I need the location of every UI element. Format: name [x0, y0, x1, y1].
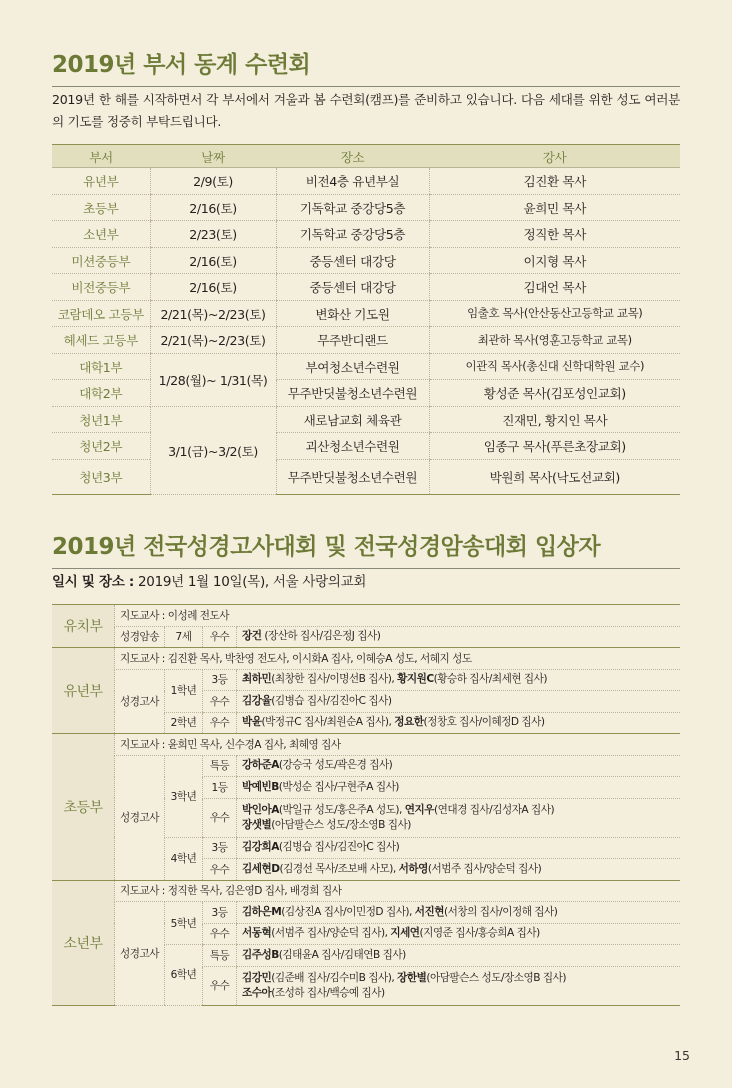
event-date-place	[52, 570, 680, 590]
category-cell: 성경암송	[115, 626, 165, 648]
winner-names	[237, 859, 681, 881]
header-date: 날짜	[150, 145, 276, 168]
winner-parents: (조성하 집사/백승예 집사)	[271, 986, 385, 999]
grade-cell: 4학년	[165, 837, 203, 880]
category-cell: 성경고사	[115, 755, 165, 880]
place-cell: 무주반딧불청소년수련원	[276, 459, 429, 494]
rank-cell: 3등	[203, 837, 237, 859]
speaker-cell: 윤희민 목사	[429, 194, 680, 221]
division-elementary: 초등부	[52, 734, 115, 881]
speaker-cell: 정직한 목사	[429, 221, 680, 248]
winner-name: 박윤	[242, 716, 262, 729]
winner-name: 서하영	[398, 862, 428, 875]
rank-cell: 특등	[203, 755, 237, 777]
intro-paragraph: 2019년 한 해를 시작하면서 각 부서에서 겨울과 봄 수련회(캠프)를 준비하고 있습니다. 다음 세대를 위한 성도 여러분의 기도를 정중히 부탁드립니다.	[52, 92, 680, 129]
date-cell: 2/21(목)~2/23(토)	[150, 300, 276, 327]
winner-name: 박인아A	[242, 803, 279, 816]
date-cell: 2/16(토)	[150, 247, 276, 274]
speaker-cell: 박원희 목사(낙도선교회)	[429, 459, 680, 494]
winner-names	[237, 626, 681, 648]
rank-cell: 우수	[203, 626, 237, 648]
grade-cell: 1학년	[165, 669, 203, 712]
table-row	[52, 605, 680, 627]
winner-parents: (아담팔슨스 성도/장소영B 집사)	[271, 818, 411, 831]
winner-name: 박예빈B	[242, 780, 279, 793]
table-row	[52, 459, 680, 494]
teacher-line: 지도교사 : 윤희민 목사, 신수경A 집사, 최혜영 집사	[115, 734, 681, 756]
dept-cell: 헤세드 고등부	[52, 327, 150, 354]
age-cell: 7세	[165, 626, 203, 648]
speaker-cell: 이지형 목사	[429, 247, 680, 274]
winner-name: 연지우	[404, 803, 434, 816]
winner-name: 장건	[242, 630, 262, 643]
winner-parents: (서범주 집사/양순덕 집사),	[271, 927, 391, 940]
winner-name: 지세연	[390, 927, 420, 940]
section-title-contest: 2019년 전국성경고사대회 및 전국성경암송대회 입상자	[52, 528, 680, 569]
place-cell: 중등센터 대강당	[276, 274, 429, 301]
winner-names	[237, 755, 681, 777]
winner-parents: (김태윤A 집사/김태연B 집사)	[278, 948, 406, 961]
table-row	[52, 433, 680, 460]
date-cell: 2/23(토)	[150, 221, 276, 248]
speaker-cell: 진재민, 황지인 목사	[429, 406, 680, 433]
winner-parents: (서범주 집사/양순덕 집사)	[427, 862, 542, 875]
table-header-row	[52, 145, 680, 168]
dept-cell: 코람데오 고등부	[52, 300, 150, 327]
speaker-cell: 임종구 목사(푸른초장교회)	[429, 433, 680, 460]
winner-parents: (최창한 집사/이명선B 집사),	[271, 673, 398, 686]
winner-parents: (장산하 집사/김은정J 집사)	[261, 630, 381, 643]
rank-cell: 우수	[203, 966, 237, 1005]
place-cell: 괴산청소년수련원	[276, 433, 429, 460]
dept-cell: 소년부	[52, 221, 150, 248]
teacher-line: 지도교사 : 김진환 목사, 박찬영 전도사, 이시화A 집사, 이혜승A 성도, 서혜지 성도	[115, 648, 681, 670]
table-row	[52, 648, 680, 670]
table-row	[52, 247, 680, 274]
winner-name: 김강희A	[242, 841, 279, 854]
rank-cell: 우수	[203, 712, 237, 734]
dept-cell: 유년부	[52, 168, 150, 195]
rank-cell: 특등	[203, 945, 237, 967]
winner-name: 장한별	[397, 971, 427, 984]
date-cell: 1/28(월)~ 1/31(목)	[150, 353, 276, 406]
winner-parents: (김병습 집사/김진아C 집사)	[271, 694, 392, 707]
date-cell: 2/9(토)	[150, 168, 276, 195]
place-cell: 중등센터 대강당	[276, 247, 429, 274]
place-cell: 무주반딧불청소년수련원	[276, 380, 429, 407]
winner-names	[237, 798, 681, 837]
place-cell: 변화산 기도원	[276, 300, 429, 327]
winner-names	[237, 945, 681, 967]
table-row	[52, 669, 680, 691]
place-cell: 기독학교 중강당5층	[276, 194, 429, 221]
rank-cell: 우수	[203, 798, 237, 837]
place-cell: 무주반디랜드	[276, 327, 429, 354]
category-cell: 성경고사	[115, 902, 165, 1006]
dept-cell: 대학1부	[52, 353, 150, 380]
winner-parents: (김경선 목사/조보배 사모),	[279, 862, 399, 875]
table-row	[52, 380, 680, 407]
table-row	[52, 327, 680, 354]
dept-cell: 미션중등부	[52, 247, 150, 274]
winner-parents: (박성순 집사/구현주A 집사)	[278, 780, 399, 793]
page-number: 15	[674, 1048, 690, 1063]
dept-cell: 대학2부	[52, 380, 150, 407]
speaker-cell: 이관직 목사(총신대 신학대학원 교수)	[429, 353, 680, 380]
place-cell: 부여청소년수련원	[276, 353, 429, 380]
winner-parents: (김병습 집사/김진아C 집사)	[278, 841, 400, 854]
section-title-retreat: 2019년 부서 동계 수련회	[52, 46, 680, 87]
speaker-cell: 황성준 목사(김포성인교회)	[429, 380, 680, 407]
winner-name: 김하은M	[242, 905, 282, 918]
winner-name: 서동혁	[242, 927, 272, 940]
winner-names	[237, 777, 681, 799]
winner-name: 김강민	[242, 971, 272, 984]
table-row	[52, 221, 680, 248]
winner-parents: (서창의 집사/이정해 집사)	[444, 905, 558, 918]
winner-parents: (박일규 성도/홍은주A 성도),	[278, 803, 405, 816]
grade-cell: 6학년	[165, 945, 203, 1006]
winner-parents: (박정규C 집사/최원순A 집사),	[261, 716, 395, 729]
winner-parents: (황승하 집사/최세현 집사)	[433, 673, 548, 686]
table-row	[52, 406, 680, 433]
rank-cell: 우수	[203, 923, 237, 945]
table-row	[52, 880, 680, 902]
winner-names	[237, 837, 681, 859]
winner-name: 조수아	[242, 986, 272, 999]
meta-value: 2019년 1월 10일(목), 서울 사랑의교회	[134, 574, 367, 590]
speaker-cell: 최관하 목사(영훈고등학교 교목)	[429, 327, 680, 354]
grade-cell: 5학년	[165, 902, 203, 945]
dept-cell: 초등부	[52, 194, 150, 221]
winner-names	[237, 966, 681, 1005]
winner-names	[237, 712, 681, 734]
table-row	[52, 274, 680, 301]
winner-name: 김세현D	[242, 862, 280, 875]
rank-cell: 1등	[203, 777, 237, 799]
date-cell: 3/1(금)~3/2(토)	[150, 406, 276, 494]
winner-parents: (지영준 집사/홍승희A 집사)	[419, 927, 540, 940]
place-cell: 새로남교회 체육관	[276, 406, 429, 433]
winner-name: 정요한	[394, 716, 424, 729]
rank-cell: 3등	[203, 669, 237, 691]
winner-parents: (연대경 집사/김성자A 집사)	[434, 803, 555, 816]
table-row	[52, 194, 680, 221]
table-row	[52, 734, 680, 756]
division-primary: 유년부	[52, 648, 115, 734]
table-row	[52, 353, 680, 380]
contest-winners-table	[52, 604, 680, 1006]
rank-cell: 3등	[203, 902, 237, 924]
division-junior: 소년부	[52, 880, 115, 1005]
dept-cell: 비전중등부	[52, 274, 150, 301]
winner-names	[237, 902, 681, 924]
rank-cell: 우수	[203, 691, 237, 713]
winner-parents: (정창호 집사/이혜정D 집사)	[423, 716, 545, 729]
winner-names	[237, 669, 681, 691]
date-cell: 2/21(목)~2/23(토)	[150, 327, 276, 354]
dept-cell: 청년1부	[52, 406, 150, 433]
winner-names	[237, 923, 681, 945]
winner-parents: (아담팔슨스 성도/장소영B 집사)	[426, 971, 566, 984]
table-row	[52, 168, 680, 195]
grade-cell: 3학년	[165, 755, 203, 837]
category-cell: 성경고사	[115, 669, 165, 734]
teacher-line: 지도교사 : 정직한 목사, 김은영D 집사, 배경희 집사	[115, 880, 681, 902]
place-cell: 비전4층 유년부실	[276, 168, 429, 195]
rank-cell: 우수	[203, 859, 237, 881]
date-cell: 2/16(토)	[150, 194, 276, 221]
winner-name: 김강율	[242, 694, 272, 707]
place-cell: 기독학교 중강당5층	[276, 221, 429, 248]
winner-name: 장샛별	[242, 818, 272, 831]
header-place: 장소	[276, 145, 429, 168]
retreat-schedule-table	[52, 144, 680, 495]
table-row	[52, 755, 680, 777]
meta-label: 일시 및 장소 :	[52, 574, 135, 590]
grade-cell: 2학년	[165, 712, 203, 734]
header-dept: 부서	[52, 145, 150, 168]
winner-name: 강하준A	[242, 759, 279, 772]
speaker-cell: 김진환 목사	[429, 168, 680, 195]
teacher-line: 지도교사 : 이성례 전도사	[115, 605, 681, 627]
date-cell: 2/16(토)	[150, 274, 276, 301]
winner-name: 황지원C	[397, 673, 434, 686]
winner-parents: (김준배 집사/김수미B 집사),	[271, 971, 398, 984]
winner-name: 서진현	[414, 905, 444, 918]
dept-cell: 청년2부	[52, 433, 150, 460]
dept-cell: 청년3부	[52, 459, 150, 494]
header-speaker: 강사	[429, 145, 680, 168]
winner-name: 최하민	[242, 673, 272, 686]
winner-parents: (김상진A 집사/이민정D 집사),	[281, 905, 415, 918]
speaker-cell: 김대언 목사	[429, 274, 680, 301]
winner-name: 김주성B	[242, 948, 279, 961]
table-row	[52, 902, 680, 924]
division-kinder: 유치부	[52, 605, 115, 648]
table-row	[52, 300, 680, 327]
speaker-cell: 임출호 목사(안산동산고등학교 교목)	[429, 300, 680, 327]
table-row	[52, 626, 680, 648]
winner-parents: (강승국 성도/곽은경 집사)	[278, 759, 393, 772]
winner-names	[237, 691, 681, 713]
